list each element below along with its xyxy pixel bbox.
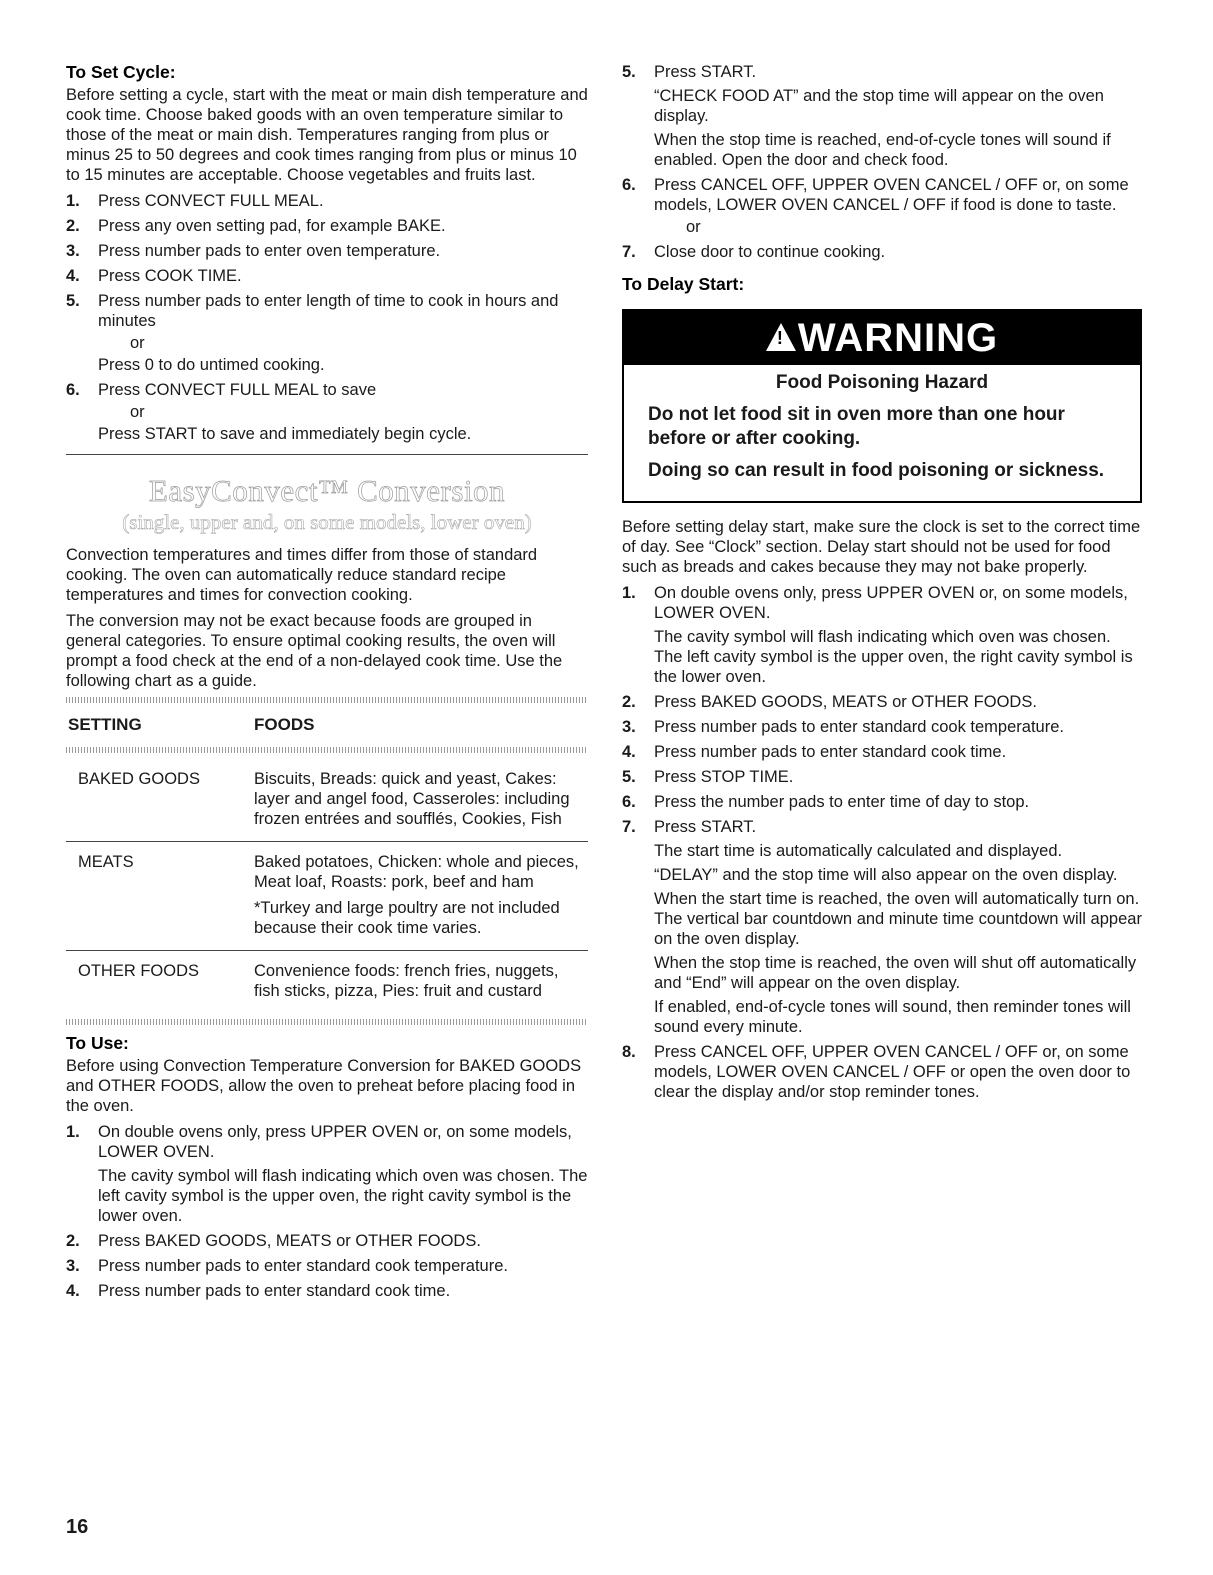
warning-title: WARNING [797, 316, 999, 360]
set-cycle-steps [66, 191, 588, 444]
list-item: 5. Press STOP TIME. [622, 768, 794, 786]
conversion-paragraph: The conversion may not be exact because foods are grouped in general categories. To ensure optimal cooking results, the oven will prompt a food check at the end of a non-delayed cook time. Use the following chart as a guide. [66, 612, 563, 690]
continued-steps [622, 62, 1142, 262]
list-item: 3. Press number pads to enter standard cook temperature. [66, 1257, 508, 1275]
delay-steps [622, 583, 1142, 1102]
list-item: 1. On double ovens only, press UPPER OVEN or, on some models, LOWER OVEN. The cavity symbol will flash indicating which oven was chosen. The left cavity symbol is the upper oven, the right cavity symbol is the lower oven. [66, 1123, 588, 1225]
list-item: 5. Press number pads to enter length of time to cook in hours and minutes or Press 0 to do untimed cooking. [66, 291, 588, 375]
dotted-divider [66, 1019, 588, 1025]
list-item: 7. Close door to continue cooking. [622, 243, 886, 261]
alt-step: Press 0 to do untimed cooking. [98, 356, 325, 374]
list-item: 4. Press number pads to enter standard cook time. [66, 1282, 451, 1300]
warning-box [622, 309, 1142, 503]
list-item: 6. Press CANCEL OFF, UPPER OVEN CANCEL / OFF or, on some models, LOWER OVEN CANCEL / OFF if food is done to taste. or [622, 175, 1142, 237]
dotted-divider [66, 697, 588, 703]
divider [66, 454, 588, 455]
table-row: BAKED GOODS Biscuits, Breads: quick and yeast, Cakes: layer and angel food, Casseroles: including frozen entrées and soufflés, Cookies, Fish [66, 759, 588, 842]
to-use-heading: To Use: [66, 1033, 129, 1053]
list-item: 2. Press BAKED GOODS, MEATS or OTHER FOODS. [622, 693, 1037, 711]
or-text: or [130, 403, 145, 421]
to-use-intro: Before using Convection Temperature Conversion for BAKED GOODS and OTHER FOODS, allow the oven to preheat before placing food in the oven. [66, 1057, 582, 1115]
page-number: 16 [66, 1516, 89, 1538]
list-item: 6. Press the number pads to enter time of day to stop. [622, 793, 1030, 811]
list-item: 1. Press CONVECT FULL MEAL. [66, 192, 324, 210]
warning-message: Doing so can result in food poisoning or sickness. [648, 460, 1105, 481]
warning-triangle-icon [766, 323, 796, 351]
alt-step: Press START to save and immediately begin cycle. [98, 425, 472, 443]
set-cycle-heading: To Set Cycle: [66, 62, 176, 82]
list-item: 7. Press START. The start time is automatically calculated and displayed. “DELAY” and the stop time will also appear on the oven display. When the start time is reached, the oven will automatically turn on. The vertical bar countdown and minute time countdown will appear on the oven display. When the stop time is reached, the oven will shut off automatically and “End” will appear on the oven display. If enabled, end-of-cycle tones will sound, then reminder tones will sound every minute. [622, 818, 1142, 1036]
list-item: 8. Press CANCEL OFF, UPPER OVEN CANCEL / OFF or, on some models, LOWER OVEN CANCEL / OFF or open the oven door to clear the display and/or stop reminder tones. [622, 1043, 1131, 1101]
list-item: 6. Press CONVECT FULL MEAL to save or Press START to save and immediately begin cycle. [66, 380, 588, 444]
column-header-setting: SETTING [68, 715, 142, 734]
column-header-foods: FOODS [254, 715, 315, 734]
table-row: MEATS Baked potatoes, Chicken: whole and pieces, Meat loaf, Roasts: pork, beef and ham *Turkey and large poultry are not included because their cook time varies. [66, 842, 588, 951]
or-text: or [686, 218, 701, 236]
list-item: 4. Press number pads to enter standard cook time. [622, 743, 1007, 761]
list-item: 4. Press COOK TIME. [66, 267, 242, 285]
right-column [622, 62, 1142, 1107]
warning-message: Do not let food sit in oven more than one hour before or after cooking. [648, 404, 1065, 449]
list-item: 2. Press BAKED GOODS, MEATS or OTHER FOODS. [66, 1232, 481, 1250]
set-cycle-intro: Before setting a cycle, start with the meat or main dish temperature and cook time. Choose baked goods with an oven temperature similar to those of the meat or main dish. Temperatures ranging from plus or minus 25 to 50 degrees and cook times ranging from plus or minus 10 to 15 minutes are acceptable. Choose vegetables and fruits last. [66, 86, 588, 184]
conversion-paragraph: Convection temperatures and times differ from those of standard cooking. The oven can automatically reduce standard recipe temperatures and times for convection cooking. [66, 546, 538, 604]
dotted-divider [66, 747, 588, 753]
section-subtitle: (single, upper and, on some models, lower oven) [122, 510, 532, 534]
list-item: 3. Press number pads to enter oven temperature. [66, 242, 441, 260]
delay-intro: Before setting delay start, make sure the clock is set to the correct time of day. See “Clock” section. Delay start should not be used for food such as breads and cakes because they may not bake properly. [622, 518, 1141, 576]
list-item: 3. Press number pads to enter standard cook temperature. [622, 718, 1064, 736]
list-item: 5. Press START. “CHECK FOOD AT” and the stop time will appear on the oven display. When the stop time is reached, end-of-cycle tones will sound if enabled. Open the door and check food. [622, 63, 1111, 169]
list-item: 2. Press any oven setting pad, for example BAKE. [66, 217, 446, 235]
left-column [66, 62, 588, 1306]
warning-hazard: Food Poisoning Hazard [775, 372, 989, 393]
table-row: OTHER FOODS Convenience foods: french fries, nuggets, fish sticks, pizza, Pies: fruit and custard [78, 962, 559, 1000]
delay-start-heading: To Delay Start: [622, 274, 745, 294]
warning-header [624, 311, 1140, 365]
section-title: EasyConvect™ Conversion [148, 473, 506, 508]
table-note: *Turkey and large poultry are not included because their cook time varies. [254, 899, 560, 937]
conversion-table [66, 709, 588, 1013]
list-item: 1. On double ovens only, press UPPER OVEN or, on some models, LOWER OVEN. The cavity symbol will flash indicating which oven was chosen. The left cavity symbol is the upper oven, the right cavity symbol is the lower oven. [622, 584, 1133, 686]
to-use-steps [66, 1122, 588, 1301]
or-text: or [130, 334, 145, 352]
